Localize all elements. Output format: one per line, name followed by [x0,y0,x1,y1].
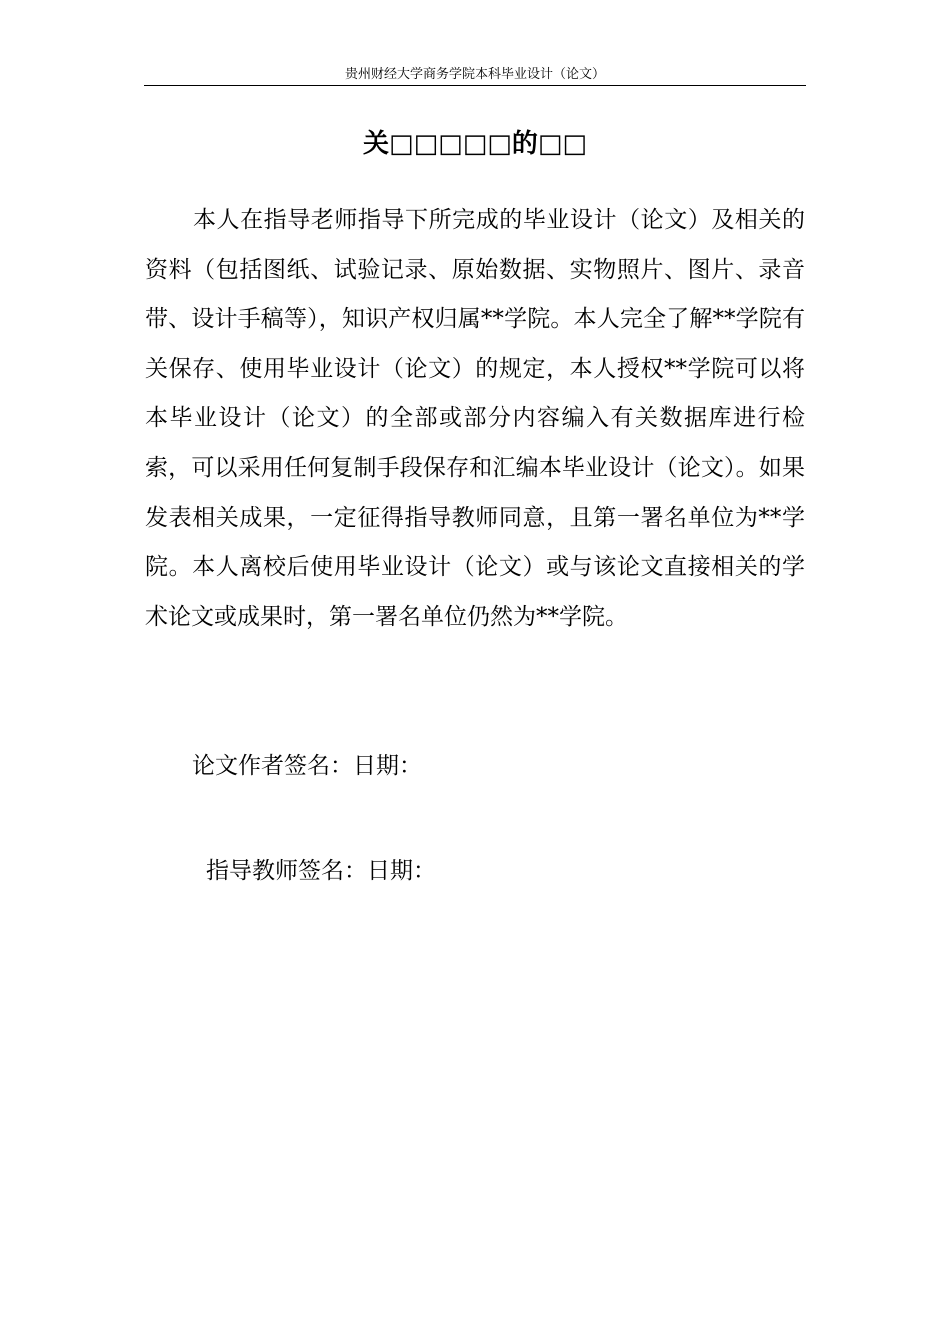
advisor-signature-line: 指导教师签名：日期： [206,858,436,884]
running-header: 贵州财经大学商务学院本科毕业设计（论文） [344,67,605,82]
header-rule [144,85,806,86]
author-signature-line: 论文作者签名：日期： [192,753,422,779]
declaration-paragraph: 本人在指导老师指导下所完成的毕业设计（论文）及相关的资料（包括图纸、试验记录、原始数据、实物照片、图片、录音带、设计手稿等），知识产权归属**学院。本人完全了解**学院有关保存、使用毕业设计（论文）的规定，本人授权**学院可以将本毕业设计（论文）的全部或部分内容编入有关数据库进行检索，可以采用任何复制手段保存和汇编本毕业设计（论文）。如果发表相关成果，一定征得指导教师同意，且第一署名单位为**学院。本人离校后使用毕业设计（论文）或与该论文直接相关的学术论文或成果时，第一署名单位仍然为**学院。 [145,207,805,630]
page-title: 关□□□□□的□□ [363,129,587,159]
